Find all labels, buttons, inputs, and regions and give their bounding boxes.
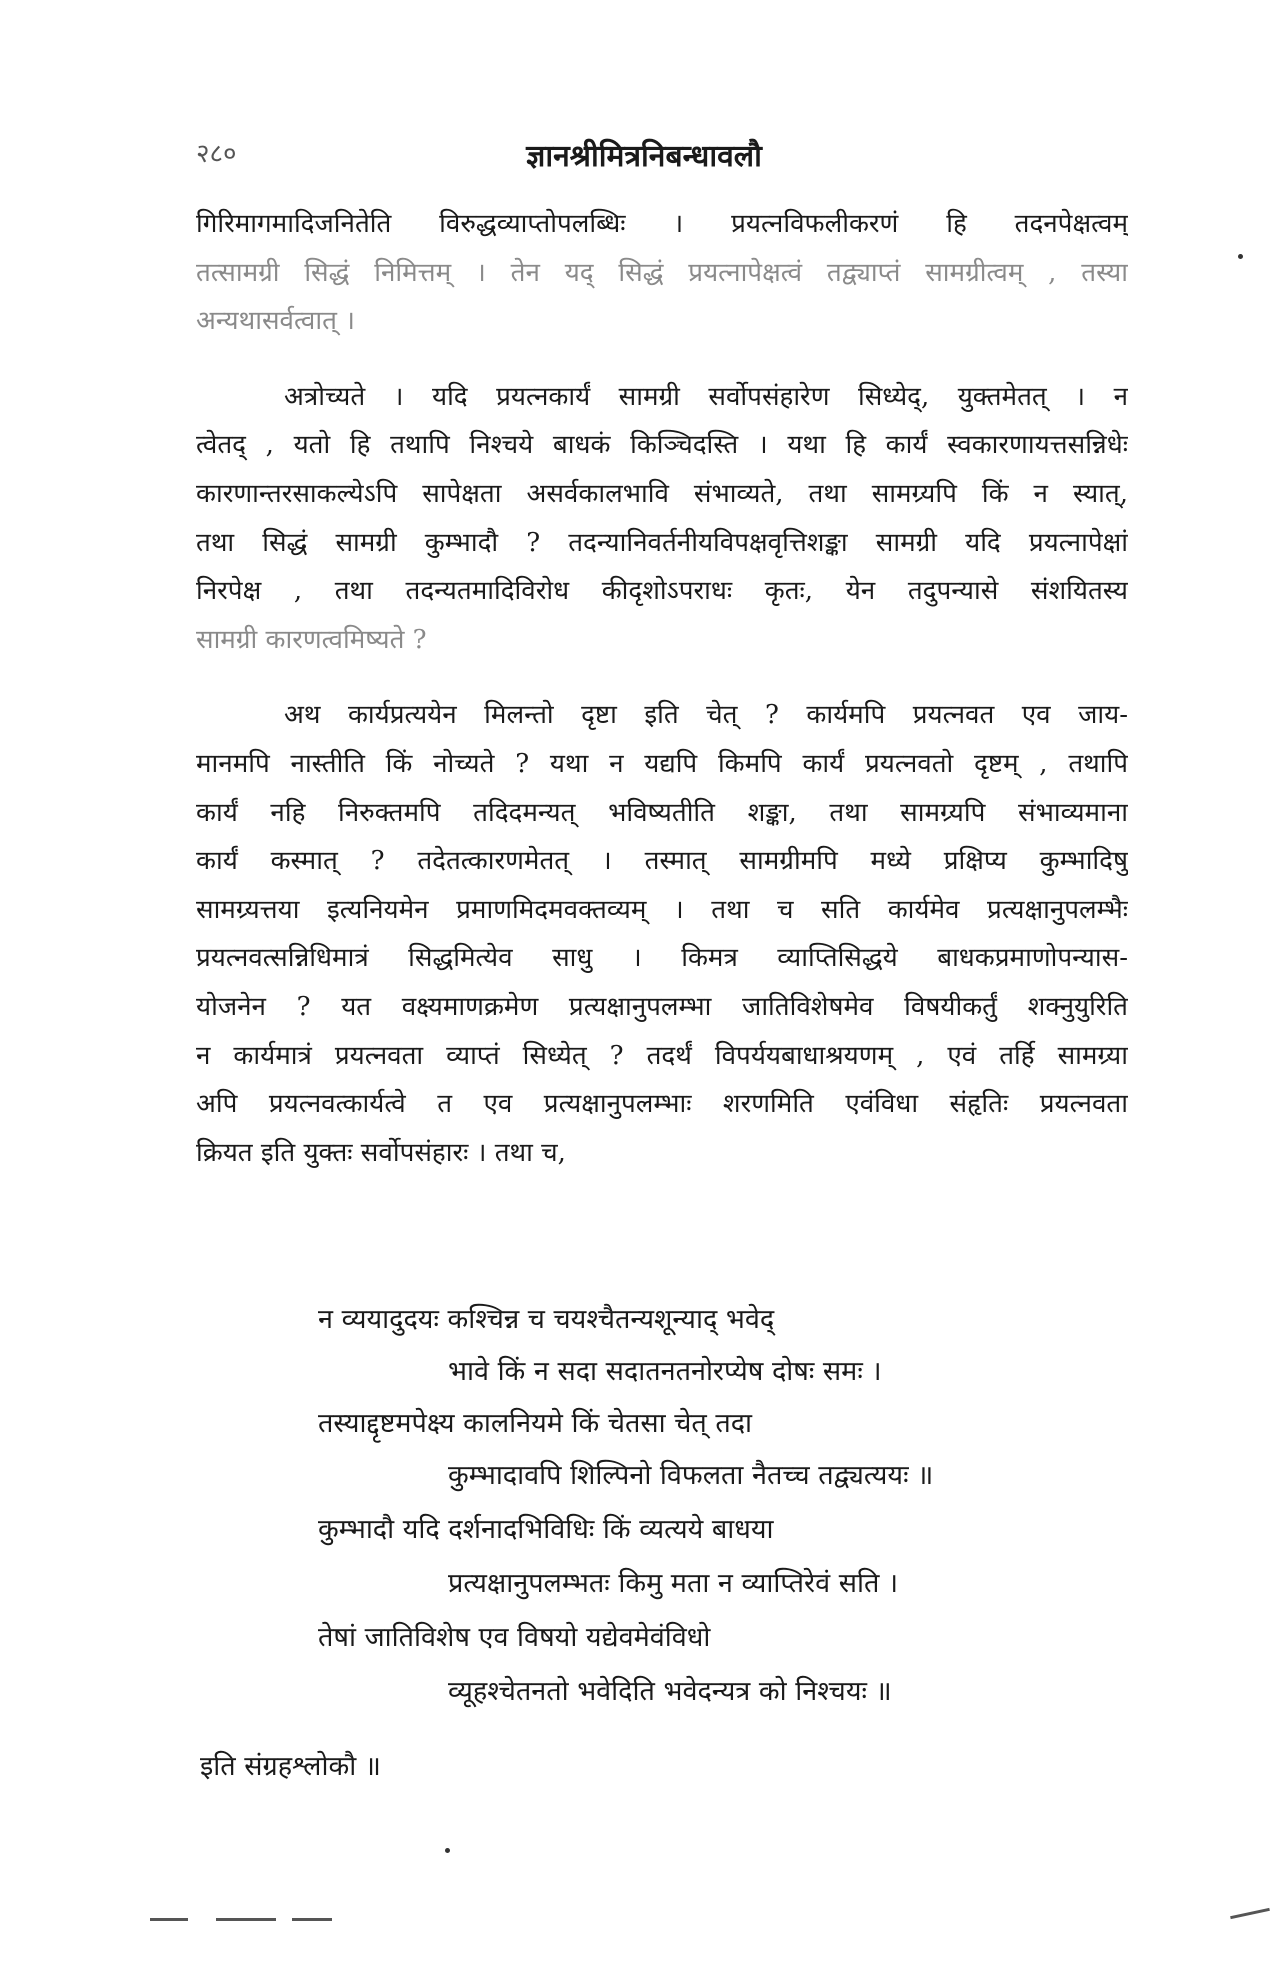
scan-smudge [216,1918,276,1921]
scan-smudge [292,1918,332,1921]
paragraph-3 [196,691,1128,1177]
scan-smudge [1230,1908,1270,1919]
text-line: त्वेतद् , यतो हि तथापि निश्चये बाधकं किञ्चिदस्ति । यथा हि कार्यं स्वकारणायत्तसन्निधेः [196,430,1128,461]
text-line: तथा सिद्धं सामग्री कुम्भादौ ? तदन्यानिवर्तनीयविपक्षवृत्तिशङ्का सामग्री यदि प्रयत्नापेक्षां [196,527,1128,558]
verse-line: तस्याद्दृष्टमपेक्ष्य कालनियमे किं चेतसा चेत् तदा [318,1408,753,1439]
paragraph-1 [196,200,1128,346]
verse-line: प्रत्यक्षानुपलम्भतः किमु मता न व्याप्तिरेवं सति । [448,1568,899,1599]
text-line: सामग्री कारणत्वमिष्यते ? [196,624,427,655]
text-line: क्रियत इति युक्तः सर्वोपसंहारः । तथा च, [196,1137,566,1168]
text-line: प्रयत्नवत्सन्निधिमात्रं सिद्धमित्येव साधु । किमत्र व्याप्तिसिद्धये बाधकप्रमाणोपन्यास- [196,943,1128,974]
text-line: अथ कार्यप्रत्ययेन मिलन्तो दृष्टा इति चेत् ? कार्यमपि प्रयत्नवत एव जाय- [284,700,1128,731]
running-title: ज्ञानश्रीमित्रनिबन्धावलौ [526,139,762,174]
verse-line: भावे किं न सदा सदातनतनोरप्येष दोषः समः । [448,1356,882,1387]
text-line: मानमपि नास्तीति किं नोच्यते ? यथा न यद्यपि किमपि कार्यं प्रयत्नवतो दृष्टम् , तथापि [196,748,1128,779]
text-line: योजनेन ? यत वक्ष्यमाणक्रमेण प्रत्यक्षानुपलम्भा जातिविशेषमेव विषयीकर्तुं शक्नुयुरिति [196,991,1128,1022]
body-text [196,200,1128,1204]
text-line: अन्यथासर्वत्वात् । [196,306,356,337]
text-line: कार्यं नहि निरुक्तमपि तदिदमन्यत् भविष्यतीति शङ्का, तथा सामग्र्यपि संभाव्यमाना [196,797,1128,828]
text-line: तत्सामग्री सिद्धं निमित्तम् । तेन यद् सिद्धं प्रयत्नापेक्षत्वं तद्व्याप्तं सामग्रीत्वम् , तस्या [196,257,1128,288]
scan-speck [1238,254,1243,259]
text-line: कार्यं कस्मात् ? तदेतत्कारणमेतत् । तस्मात् सामग्रीमपि मध्ये प्रक्षिप्य कुम्भादिषु [196,846,1128,877]
text-line: कारणान्तरसाकल्येऽपि सापेक्षता असर्वकालभावि संभाव्यते, तथा सामग्र्यपि किं न स्यात्, [196,478,1128,509]
verse-line: तेषां जातिविशेष एव विषयो यद्येवमेवंविधो [318,1622,711,1653]
colophon: इति संग्रहश्लोकौ ॥ [200,1751,381,1782]
text-line: अत्रोच्यते । यदि प्रयत्नकार्यं सामग्री सर्वोपसंहारेण सिध्येद्, युक्तमेतत् । न [284,381,1128,412]
verse-line: न व्ययादुदयः कश्चिन्न च चयश्चैतन्यशून्याद् भवेद् [318,1304,775,1335]
text-line: सामग्र्यत्तया इत्यनियमेन प्रमाणमिदमवक्तव्यम् । तथा च सति कार्यमेव प्रत्यक्षानुपलम्भैः [196,894,1128,925]
scan-smudge [150,1918,188,1921]
scan-speck [445,1848,450,1853]
text-line: निरपेक्ष , तथा तदन्यतमादिविरोध कीदृशोऽपराधः कृतः, येन तदुपन्यासे संशयितस्य [196,576,1128,607]
verse-line: व्यूहश्चेतनतो भवेदिति भवेदन्यत्र को निश्चयः ॥ [448,1676,892,1707]
verse-line: कुम्भादौ यदि दर्शनादभिविधिः किं व्यत्यये बाधया [318,1514,774,1545]
text-line: गिरिमागमादिजनितेति विरुद्धव्याप्तोपलब्धिः । प्रयत्नविफलीकरणं हि तदनपेक्षत्वम् [196,209,1128,239]
text-line: न कार्यमात्रं प्रयत्नवता व्याप्तं सिध्येत् ? तदर्थं विपर्ययबाधाश्रयणम् , एवं तर्हि सामग्र्या [196,1040,1128,1071]
paragraph-2 [196,373,1128,665]
verse-line: कुम्भादावपि शिल्पिनो विफलता नैतच्च तद्व्यत्ययः ॥ [448,1460,934,1491]
page-number: २८० [196,139,237,169]
text-line: अपि प्रयत्नवत्कार्यत्वे त एव प्रत्यक्षानुपलम्भाः शरणमिति एवंविधा संहृतिः प्रयत्नवता [196,1089,1128,1120]
